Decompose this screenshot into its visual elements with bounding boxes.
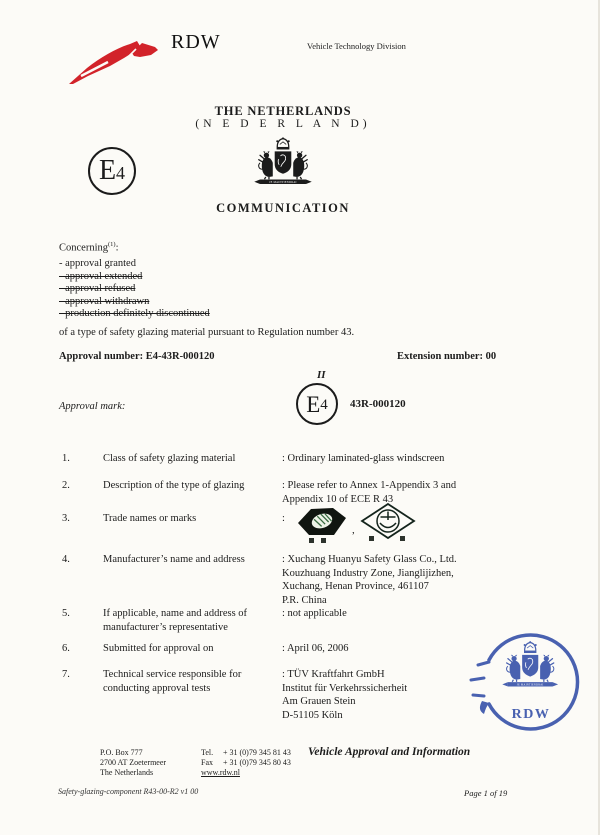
footer-address: P.O. Box 777 2700 AT Zoetermeer The Netherlands — [100, 748, 167, 777]
footer-fax-line: Fax + 31 (0)79 345 80 43 — [201, 758, 291, 767]
concerning-item: - approval refused — [59, 283, 136, 294]
country-title: THE NETHERLANDS — [214, 104, 352, 118]
rdw-swoosh-logo — [66, 36, 162, 88]
certificate-page: RDW Vehicle Technology Division THE NETHERLANDS (N E D E R L A N D) COMMUNICATION E 4 Concerning$^{(1)}$: - approval granted - approval extended - approval refused - approval withdrawn - production definitely discontinued of a type of safety glazing material pursuant to Regulation number 43. Approval number: E4-43R-000120 Extension number: 00 Approval mark: II E 4 43R-000120 1. Class of safety glazing material : Ordinary laminated-glass windscreen 2. Description of the type of glazing : Please refer to Annex 1-Appendix 3 and Appendix 10 of ECE R 43 3. Trade names or marks : , 4. Manufacturer’s name and address : Xuchang Huanyu Safety Glass Co., Ltd. Kouzhuang Industry Zone, Jianglijizhen, Xuchang, Henan Province, 461107 P.R. China 5. If applicable, name and address of manufacturer’s representative : not applicable 6. Submitted for approval on : April 06, 2006 7. Technical service responsible for conducting approval tests : TÜV Kraftfahrt GmbH Institut für Verkehrssicherheit Am Grauen Stein D-51105 Köln RDW P.O. Box 777 2700 AT Zoetermeer The Netherlands Tel. + 31 (0)79 345 81 43 Fax + 31 (0)79 345 80 43 www.rdw.nl Vehicle Approval and Information Safety-glazing-component R43-00-R2 v1 00 Page 1 of 19 — [0, 0, 600, 835]
e4-approval-mark-icon — [88, 147, 136, 195]
footer-doc-reference: Safety-glazing-component R43-00-R2 v1 00 — [58, 787, 199, 796]
division-name: Vehicle Technology Division — [307, 41, 406, 51]
brand-wordmark: RDW — [171, 31, 221, 53]
document-type-title: COMMUNICATION — [216, 201, 350, 215]
concerning-item: - approval withdrawn — [59, 295, 150, 307]
concerning-item: - approval granted — [59, 258, 136, 269]
country-native-title: (N E D E R L A N D) — [195, 118, 371, 130]
footnote-ref: (1) — [108, 241, 116, 248]
e-mark-letter: E — [98, 155, 117, 186]
concerning-item: - approval extended — [59, 270, 143, 282]
approval-number: Approval number: E4-43R-000120 — [59, 351, 215, 362]
page-number: Page 1 of 19 — [464, 788, 508, 798]
trademark-separator: , — [352, 524, 355, 536]
concerning-heading: Concerning$^{(1)}$: — [59, 241, 119, 254]
rdw-website-link[interactable]: www.rdw.nl — [201, 768, 240, 777]
coat-of-arms-icon — [253, 136, 313, 186]
stamp-text: RDW — [511, 707, 551, 722]
coat-of-arms — [83, 136, 483, 191]
concerning-item: - production definitely discontinued — [59, 308, 210, 319]
approval-mark-code: 43R-000120 — [350, 398, 406, 410]
footer-contact — [201, 748, 291, 778]
extension-number: Extension number: 00 — [397, 351, 497, 362]
footer-department: Vehicle Approval and Information — [308, 746, 471, 758]
approval-mark-superscript: II — [317, 369, 326, 381]
rdw-stamp-icon — [467, 618, 593, 744]
trademark-diamond-emblem-icon — [360, 502, 416, 544]
concerning-closing: of a type of safety glazing material pursuant to Regulation number 43. — [59, 327, 355, 338]
concerning-list — [59, 258, 210, 321]
e-mark-number: 4 — [116, 163, 126, 183]
approval-mark-label: Approval mark: — [59, 401, 126, 412]
trademark-hexagon-gem-icon — [296, 504, 348, 544]
e4-mark-small-icon: E 4 — [296, 383, 338, 425]
footer-tel-line: Tel. + 31 (0)79 345 81 43 — [201, 748, 291, 757]
